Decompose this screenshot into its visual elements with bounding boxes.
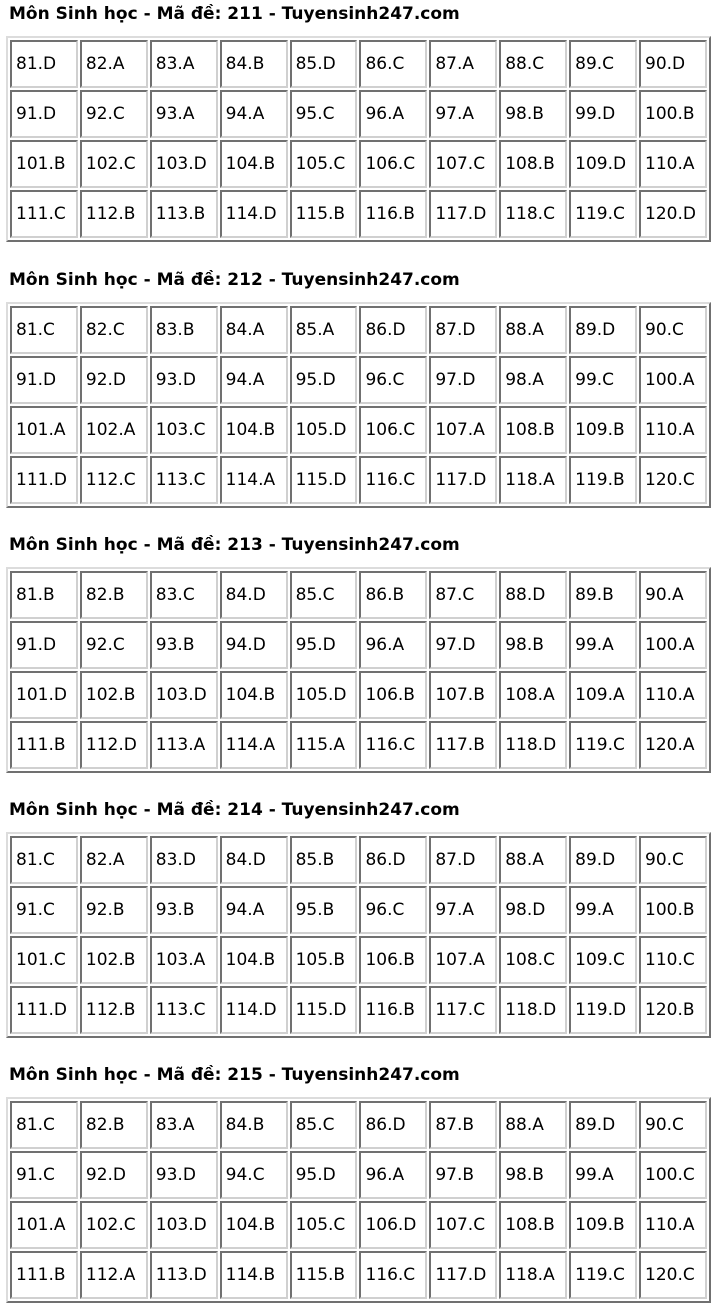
answer-cell: 83.A	[150, 40, 218, 88]
answer-cell: 109.A	[569, 671, 637, 719]
answer-cell: 94.A	[220, 90, 288, 138]
answer-cell: 98.A	[499, 356, 567, 404]
answer-cell: 101.C	[10, 936, 78, 984]
answer-row	[10, 1151, 707, 1199]
answer-cell: 93.D	[150, 356, 218, 404]
answer-cell: 103.D	[150, 1201, 218, 1249]
answer-cell: 115.A	[290, 721, 358, 769]
answer-cell: 118.D	[499, 986, 567, 1034]
answer-cell: 97.B	[429, 1151, 497, 1199]
answer-cell: 81.C	[10, 306, 78, 354]
answer-cell: 102.C	[80, 140, 148, 188]
answer-cell: 111.B	[10, 721, 78, 769]
answer-cell: 107.B	[429, 671, 497, 719]
answer-cell: 119.C	[569, 721, 637, 769]
answer-cell: 96.C	[359, 356, 427, 404]
answer-cell: 87.D	[429, 306, 497, 354]
answer-cell: 87.B	[429, 1101, 497, 1149]
answer-cell: 120.A	[639, 721, 707, 769]
answer-cell: 99.A	[569, 621, 637, 669]
answer-cell: 105.B	[290, 936, 358, 984]
answer-cell: 84.B	[220, 40, 288, 88]
answer-cell: 103.A	[150, 936, 218, 984]
answer-cell: 112.B	[80, 986, 148, 1034]
answer-cell: 102.A	[80, 406, 148, 454]
answer-cell: 99.A	[569, 886, 637, 934]
answer-cell: 106.B	[359, 936, 427, 984]
answer-cell: 119.B	[569, 456, 637, 504]
answer-row	[10, 1201, 707, 1249]
answer-cell: 94.C	[220, 1151, 288, 1199]
answer-cell: 106.C	[359, 406, 427, 454]
answer-cell: 118.A	[499, 1251, 567, 1299]
answer-cell: 114.B	[220, 1251, 288, 1299]
answer-cell: 89.D	[569, 306, 637, 354]
answer-row	[10, 621, 707, 669]
answer-cell: 109.B	[569, 406, 637, 454]
answer-cell: 86.C	[359, 40, 427, 88]
answer-cell: 84.D	[220, 571, 288, 619]
answer-cell: 119.D	[569, 986, 637, 1034]
answer-cell: 111.B	[10, 1251, 78, 1299]
answer-cell: 105.D	[290, 406, 358, 454]
answer-cell: 81.D	[10, 40, 78, 88]
answer-cell: 86.B	[359, 571, 427, 619]
answer-cell: 113.A	[150, 721, 218, 769]
section-title: Môn Sinh học - Mã đề: 214 - Tuyensinh247.com	[9, 800, 460, 820]
answer-cell: 105.D	[290, 671, 358, 719]
answer-cell: 94.A	[220, 356, 288, 404]
answer-cell: 107.A	[429, 406, 497, 454]
answer-cell: 83.B	[150, 306, 218, 354]
answer-cell: 92.B	[80, 886, 148, 934]
answer-cell: 99.C	[569, 356, 637, 404]
answer-cell: 110.A	[639, 1201, 707, 1249]
answer-cell: 108.A	[499, 671, 567, 719]
section-title: Môn Sinh học - Mã đề: 213 - Tuyensinh247.com	[9, 535, 460, 555]
answer-cell: 115.B	[290, 1251, 358, 1299]
answer-cell: 105.C	[290, 140, 358, 188]
answer-row	[10, 1101, 707, 1149]
answer-row	[10, 671, 707, 719]
answer-cell: 89.D	[569, 1101, 637, 1149]
answer-cell: 120.C	[639, 456, 707, 504]
answer-cell: 108.B	[499, 140, 567, 188]
answer-cell: 116.C	[359, 1251, 427, 1299]
answer-cell: 84.D	[220, 836, 288, 884]
answer-cell: 90.D	[639, 40, 707, 88]
answer-cell: 89.B	[569, 571, 637, 619]
answer-cell: 113.B	[150, 190, 218, 238]
answer-cell: 102.C	[80, 1201, 148, 1249]
answer-cell: 108.B	[499, 406, 567, 454]
answer-cell: 84.A	[220, 306, 288, 354]
answer-cell: 109.D	[569, 140, 637, 188]
answer-cell: 115.B	[290, 190, 358, 238]
answer-cell: 98.D	[499, 886, 567, 934]
answer-cell: 95.D	[290, 1151, 358, 1199]
section-title: Môn Sinh học - Mã đề: 211 - Tuyensinh247.com	[9, 4, 460, 24]
answer-cell: 104.B	[220, 140, 288, 188]
answer-cell: 104.B	[220, 1201, 288, 1249]
answer-cell: 110.A	[639, 671, 707, 719]
answer-cell: 100.C	[639, 1151, 707, 1199]
answer-cell: 112.A	[80, 1251, 148, 1299]
answer-cell: 120.C	[639, 1251, 707, 1299]
answer-row	[10, 306, 707, 354]
answer-cell: 90.C	[639, 306, 707, 354]
answer-cell: 97.A	[429, 90, 497, 138]
answer-cell: 116.B	[359, 986, 427, 1034]
answer-cell: 107.C	[429, 140, 497, 188]
answer-cell: 103.D	[150, 140, 218, 188]
answer-cell: 101.D	[10, 671, 78, 719]
answer-cell: 83.C	[150, 571, 218, 619]
answer-cell: 107.C	[429, 1201, 497, 1249]
answer-cell: 107.A	[429, 936, 497, 984]
answer-cell: 82.B	[80, 1101, 148, 1149]
answer-cell: 100.A	[639, 356, 707, 404]
answer-cell: 113.C	[150, 456, 218, 504]
answer-row	[10, 406, 707, 454]
answer-row	[10, 90, 707, 138]
answer-cell: 86.D	[359, 836, 427, 884]
answer-cell: 114.A	[220, 456, 288, 504]
answer-cell: 101.A	[10, 406, 78, 454]
answer-cell: 109.C	[569, 936, 637, 984]
answer-cell: 118.A	[499, 456, 567, 504]
answer-cell: 88.A	[499, 836, 567, 884]
answer-cell: 120.D	[639, 190, 707, 238]
answer-cell: 82.A	[80, 836, 148, 884]
answer-cell: 88.D	[499, 571, 567, 619]
answer-cell: 82.C	[80, 306, 148, 354]
answer-cell: 82.B	[80, 571, 148, 619]
answer-cell: 113.C	[150, 986, 218, 1034]
answer-row	[10, 571, 707, 619]
answer-cell: 114.D	[220, 986, 288, 1034]
answer-cell: 96.A	[359, 621, 427, 669]
answer-cell: 91.C	[10, 886, 78, 934]
answer-cell: 117.D	[429, 190, 497, 238]
answer-cell: 116.B	[359, 190, 427, 238]
answer-cell: 92.D	[80, 1151, 148, 1199]
answer-row	[10, 836, 707, 884]
answer-row	[10, 40, 707, 88]
answer-cell: 91.D	[10, 90, 78, 138]
answer-cell: 116.C	[359, 456, 427, 504]
answer-cell: 91.D	[10, 621, 78, 669]
answer-cell: 119.C	[569, 1251, 637, 1299]
answer-row	[10, 886, 707, 934]
answer-row	[10, 721, 707, 769]
answer-cell: 112.D	[80, 721, 148, 769]
answer-cell: 85.B	[290, 836, 358, 884]
answer-cell: 94.A	[220, 886, 288, 934]
answer-cell: 104.B	[220, 671, 288, 719]
answer-cell: 118.C	[499, 190, 567, 238]
answer-cell: 105.C	[290, 1201, 358, 1249]
answer-cell: 93.A	[150, 90, 218, 138]
answer-cell: 81.C	[10, 1101, 78, 1149]
answer-row	[10, 356, 707, 404]
answer-row	[10, 1251, 707, 1299]
answer-cell: 119.C	[569, 190, 637, 238]
answer-cell: 95.D	[290, 621, 358, 669]
answer-row	[10, 936, 707, 984]
answer-cell: 85.A	[290, 306, 358, 354]
answer-cell: 100.B	[639, 886, 707, 934]
answer-cell: 100.A	[639, 621, 707, 669]
answer-table	[6, 36, 711, 242]
answer-cell: 111.C	[10, 190, 78, 238]
answer-table	[6, 567, 711, 773]
answer-cell: 101.B	[10, 140, 78, 188]
answer-row	[10, 190, 707, 238]
answer-cell: 98.B	[499, 621, 567, 669]
answer-row	[10, 140, 707, 188]
answer-table	[6, 1097, 711, 1303]
answer-cell: 110.A	[639, 140, 707, 188]
section-title: Môn Sinh học - Mã đề: 215 - Tuyensinh247.com	[9, 1065, 460, 1085]
answer-cell: 103.C	[150, 406, 218, 454]
answer-cell: 84.B	[220, 1101, 288, 1149]
answer-cell: 102.B	[80, 936, 148, 984]
answer-cell: 117.B	[429, 721, 497, 769]
answer-cell: 98.B	[499, 1151, 567, 1199]
answer-cell: 89.D	[569, 836, 637, 884]
answer-cell: 83.A	[150, 1101, 218, 1149]
answer-cell: 118.D	[499, 721, 567, 769]
answer-cell: 96.C	[359, 886, 427, 934]
answer-cell: 93.D	[150, 1151, 218, 1199]
answer-cell: 120.B	[639, 986, 707, 1034]
answer-cell: 115.D	[290, 456, 358, 504]
answer-cell: 113.D	[150, 1251, 218, 1299]
answer-cell: 96.A	[359, 1151, 427, 1199]
answer-cell: 92.D	[80, 356, 148, 404]
answer-cell: 97.D	[429, 621, 497, 669]
answer-cell: 112.B	[80, 190, 148, 238]
answer-cell: 81.C	[10, 836, 78, 884]
answer-cell: 112.C	[80, 456, 148, 504]
answer-cell: 82.A	[80, 40, 148, 88]
answer-cell: 111.D	[10, 456, 78, 504]
answer-cell: 90.A	[639, 571, 707, 619]
answer-cell: 115.D	[290, 986, 358, 1034]
answer-cell: 99.A	[569, 1151, 637, 1199]
answer-cell: 108.C	[499, 936, 567, 984]
answer-cell: 95.C	[290, 90, 358, 138]
answer-cell: 93.B	[150, 621, 218, 669]
answer-cell: 88.A	[499, 306, 567, 354]
section-title: Môn Sinh học - Mã đề: 212 - Tuyensinh247.com	[9, 270, 460, 290]
answer-cell: 95.B	[290, 886, 358, 934]
answer-cell: 99.D	[569, 90, 637, 138]
answer-cell: 93.B	[150, 886, 218, 934]
answer-row	[10, 986, 707, 1034]
answer-cell: 111.D	[10, 986, 78, 1034]
answer-cell: 106.C	[359, 140, 427, 188]
answer-cell: 100.B	[639, 90, 707, 138]
answer-cell: 97.A	[429, 886, 497, 934]
answer-cell: 87.D	[429, 836, 497, 884]
answer-cell: 117.D	[429, 456, 497, 504]
answer-cell: 110.C	[639, 936, 707, 984]
answer-cell: 94.D	[220, 621, 288, 669]
answer-cell: 114.A	[220, 721, 288, 769]
answer-cell: 89.C	[569, 40, 637, 88]
answer-cell: 87.A	[429, 40, 497, 88]
answer-table	[6, 302, 711, 508]
answer-cell: 102.B	[80, 671, 148, 719]
answer-cell: 91.D	[10, 356, 78, 404]
answer-cell: 85.C	[290, 1101, 358, 1149]
answer-cell: 106.B	[359, 671, 427, 719]
answer-cell: 116.C	[359, 721, 427, 769]
answer-cell: 117.D	[429, 1251, 497, 1299]
answer-cell: 106.D	[359, 1201, 427, 1249]
answer-cell: 104.B	[220, 936, 288, 984]
answer-cell: 117.C	[429, 986, 497, 1034]
answer-cell: 81.B	[10, 571, 78, 619]
answer-cell: 91.C	[10, 1151, 78, 1199]
answer-cell: 86.D	[359, 1101, 427, 1149]
answer-cell: 103.D	[150, 671, 218, 719]
answer-row	[10, 456, 707, 504]
answer-cell: 85.D	[290, 40, 358, 88]
answer-cell: 88.C	[499, 40, 567, 88]
answer-cell: 101.A	[10, 1201, 78, 1249]
answer-cell: 90.C	[639, 836, 707, 884]
answer-cell: 97.D	[429, 356, 497, 404]
answer-cell: 109.B	[569, 1201, 637, 1249]
answer-cell: 104.B	[220, 406, 288, 454]
answer-cell: 92.C	[80, 90, 148, 138]
answer-cell: 92.C	[80, 621, 148, 669]
answer-cell: 85.C	[290, 571, 358, 619]
answer-cell: 88.A	[499, 1101, 567, 1149]
answer-cell: 90.C	[639, 1101, 707, 1149]
answer-cell: 114.D	[220, 190, 288, 238]
answer-cell: 96.A	[359, 90, 427, 138]
answer-cell: 108.B	[499, 1201, 567, 1249]
answer-cell: 110.A	[639, 406, 707, 454]
answer-cell: 86.D	[359, 306, 427, 354]
answer-cell: 87.C	[429, 571, 497, 619]
answer-table	[6, 832, 711, 1038]
answer-cell: 95.D	[290, 356, 358, 404]
answer-cell: 83.D	[150, 836, 218, 884]
answer-cell: 98.B	[499, 90, 567, 138]
